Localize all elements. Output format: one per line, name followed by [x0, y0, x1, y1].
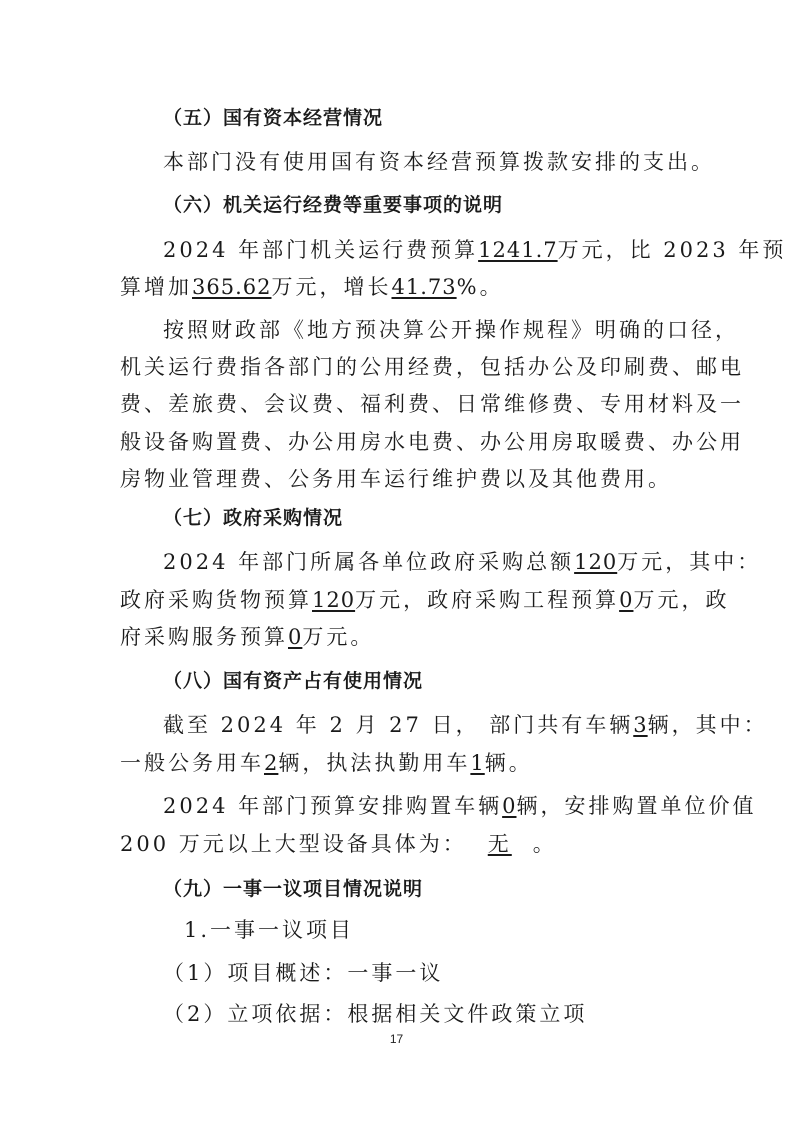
procurement-total-value: 120 — [574, 550, 618, 574]
equipment-fill-blank: 无 — [487, 832, 512, 856]
goods-budget-value: 120 — [312, 588, 356, 612]
text-fragment: 万元，比 2023 年预 — [557, 238, 787, 262]
section-heading-8: （八）国有资产占有使用情况 — [163, 670, 424, 692]
operating-cost-line-1 — [163, 234, 787, 264]
definition-line-4: 般设备购置费、办公用房水电费、办公用房取暖费、办公用 — [120, 430, 744, 454]
text-fragment: 辆。 — [484, 751, 533, 775]
procurement-line-3 — [120, 621, 680, 651]
section-heading-6: （六）机关运行经费等重要事项的说明 — [163, 194, 504, 216]
text-fragment: 截至 2024 年 2 月 27 日， 部门共有车辆 — [163, 713, 634, 737]
text-fragment: 。 — [532, 832, 557, 856]
text-fragment: 2024 年部门预算安排购置车辆 — [163, 794, 503, 818]
works-budget-value: 0 — [619, 588, 634, 612]
procurement-line-1 — [163, 546, 762, 576]
operating-cost-value: 1241.7 — [478, 238, 558, 262]
section-heading-5: （五）国有资本经营情况 — [163, 107, 384, 129]
general-vehicle-value: 2 — [264, 751, 279, 775]
text-fragment: 府采购服务预算 — [120, 625, 288, 649]
text-fragment: 万元。 — [302, 625, 375, 649]
project-item-1: 1.一事一议项目 — [184, 918, 355, 942]
text-fragment: 一般公务用车 — [120, 751, 264, 775]
definition-line-5: 房物业管理费、公务用车运行维护费以及其他费用。 — [120, 467, 672, 491]
operating-cost-line-2 — [120, 271, 680, 301]
text-fragment: 万元，其中： — [617, 550, 762, 574]
vehicle-count-value: 3 — [633, 713, 648, 737]
text-fragment: 辆，安排购置单位价值 — [516, 794, 757, 818]
text-fragment: 2024 年部门所属各单位政府采购总额 — [163, 550, 575, 574]
increase-value: 365.62 — [192, 275, 272, 299]
section-heading-7: （七）政府采购情况 — [163, 507, 344, 529]
vehicles-line-1 — [163, 709, 768, 739]
definition-line-1: 按照财政部《地方预决算公开操作规程》明确的口径， — [163, 318, 739, 342]
planned-vehicle-purchase-value: 0 — [502, 794, 517, 818]
definition-line-3: 费、差旅费、会议费、福利费、日常维修费、专用材料及一 — [120, 392, 744, 416]
definition-line-2: 机关运行费指各部门的公用经费，包括办公及印刷费、邮电 — [120, 355, 744, 379]
text-fragment: 辆，其中： — [647, 713, 768, 737]
project-item-3: （2）立项依据：根据相关文件政策立项 — [163, 1002, 588, 1026]
text-fragment: 算增加 — [120, 275, 192, 299]
text-fragment: 政府采购货物预算 — [120, 588, 312, 612]
section-5-body: 本部门没有使用国有资本经营预算拨款安排的支出。 — [163, 150, 715, 174]
enforcement-vehicle-value: 1 — [470, 751, 485, 775]
text-fragment: %。 — [456, 275, 504, 299]
purchase-line-2 — [120, 828, 680, 858]
purchase-line-1 — [163, 790, 757, 820]
project-item-2: （1）项目概述：一事一议 — [163, 961, 444, 985]
text-fragment: 辆，执法执勤用车 — [278, 751, 471, 775]
text-fragment: 万元，增长 — [271, 275, 392, 299]
page-number: 17 — [389, 1032, 404, 1046]
services-budget-value: 0 — [288, 625, 303, 649]
vehicles-line-2 — [120, 747, 680, 777]
section-heading-9: （九）一事一议项目情况说明 — [163, 878, 424, 900]
text-fragment: 200 万元以上大型设备具体为： — [120, 832, 467, 856]
procurement-line-2 — [120, 584, 730, 614]
growth-rate-value: 41.73 — [391, 275, 457, 299]
text-fragment: 万元，政府采购工程预算 — [355, 588, 620, 612]
text-fragment: 万元，政 — [633, 588, 730, 612]
text-fragment: 2024 年部门机关运行费预算 — [163, 238, 479, 262]
